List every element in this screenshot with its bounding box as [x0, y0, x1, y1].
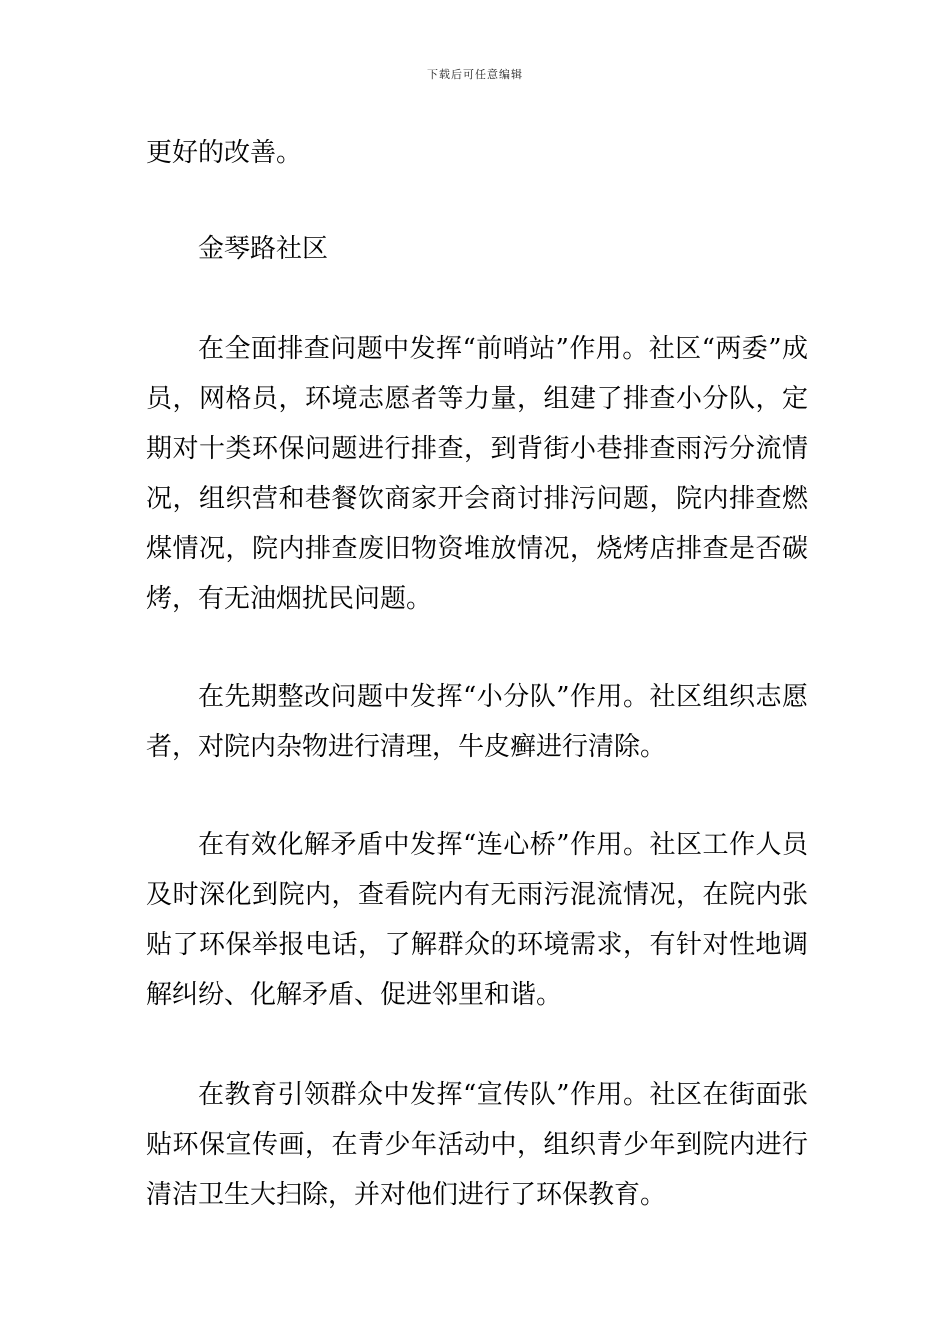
paragraph-bridge-role: 在有效化解矛盾中发挥“连心桥”作用。社区工作人员及时深化到院内，查看院内有无雨污混流情况，在院内张贴了环保举报电话，了解群众的环境需求，有针对性地调解纠纷、化解矛盾、促进邻里和谐。 — [146, 830, 808, 1010]
intro-text: 更好的改善。 — [146, 138, 303, 168]
paragraph-sentinel-role: 在全面排查问题中发挥“前哨站”作用。社区“两委”成员，网格员，环境志愿者等力量，组建了排查小分队，定期对十类环保问题进行排查，到背街小巷排查雨污分流情况，组织营和巷餐饮商家开会商讨排污问题，院内排查燃煤情况，院内排查废旧物资堆放情况，烧烤店排查是否碳烤，有无油烟扰民问题。 — [146, 334, 808, 614]
page-header-note: 下载后可任意编辑 — [427, 68, 523, 81]
section-heading: 金琴路社区 — [198, 234, 329, 264]
paragraph-publicity-role: 在教育引领群众中发挥“宣传队”作用。社区在街面张贴环保宣传画，在青少年活动中，组织青少年到院内进行清洁卫生大扫除，并对他们进行了环保教育。 — [146, 1080, 808, 1210]
paragraph-team-role: 在先期整改问题中发挥“小分队”作用。社区组织志愿者，对院内杂物进行清理，牛皮癣进行清除。 — [146, 682, 808, 762]
